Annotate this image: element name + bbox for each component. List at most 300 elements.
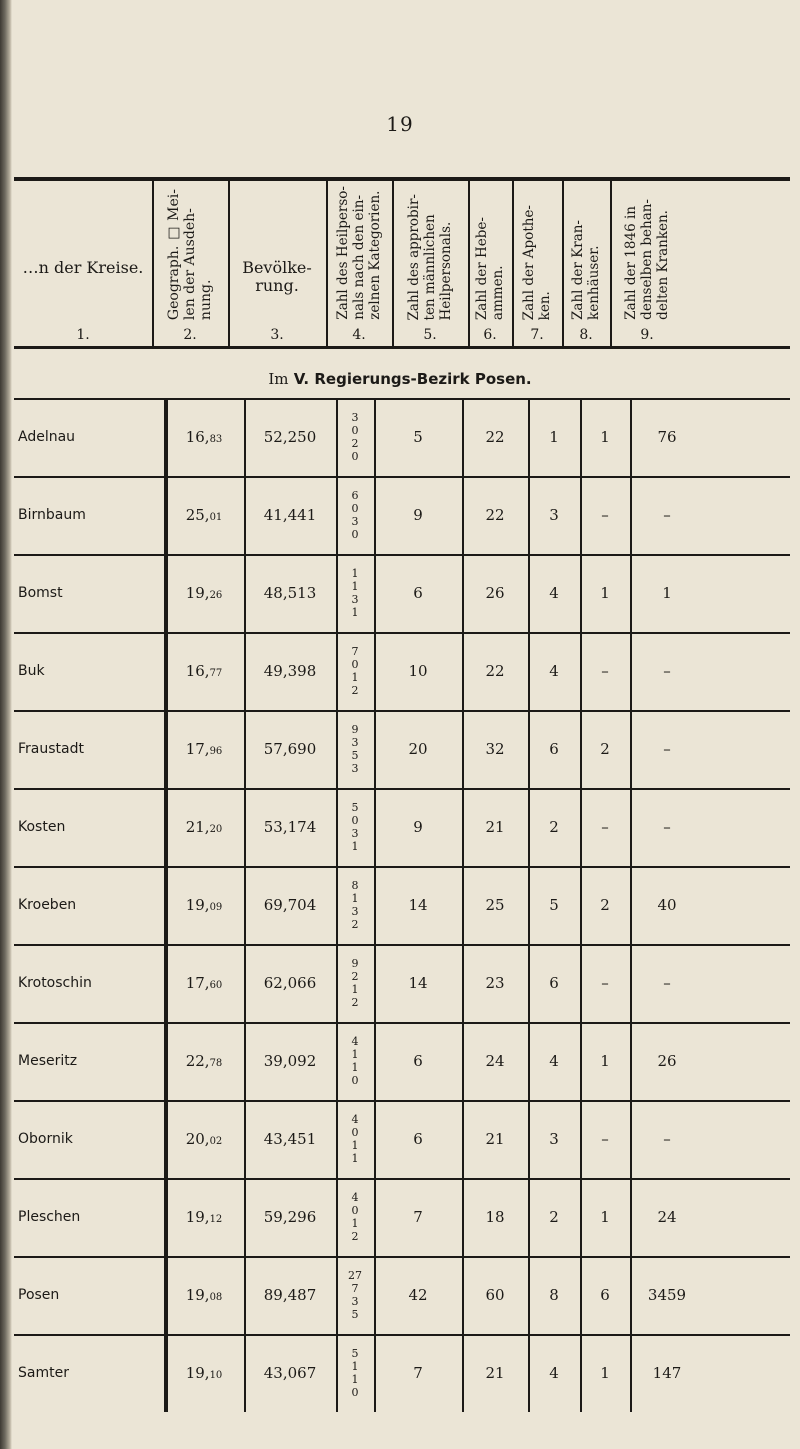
hospitals-value: 2 [600,740,610,758]
midwives-value: 23 [485,974,505,992]
header-number-2: 2. [183,327,197,343]
table-row [14,1334,790,1412]
header-number-5: 5. [423,327,437,343]
patients-value: – [663,506,671,524]
hospitals-value: 1 [600,584,610,602]
midwives-value: 21 [485,1130,505,1148]
kreis-name: Kosten [18,819,66,835]
male-staff-cell [374,476,462,554]
patients-cell [630,476,704,554]
category-cell [336,788,374,866]
category-value: 0 [351,1074,359,1087]
category-value: 1 [351,892,359,905]
category-value: 0 [351,1386,359,1399]
area-decimal: 08 [209,1292,223,1303]
hospitals-value: 6 [600,1286,610,1304]
area-cell [164,1022,244,1100]
kreis-name: Birnbaum [18,507,86,523]
pharmacies-cell [528,632,580,710]
category-value: 0 [351,424,359,437]
area-integer: 19, [185,1208,210,1226]
hospitals-cell [580,1178,630,1256]
pharmacies-cell [528,866,580,944]
category-value: 3 [351,736,359,749]
patients-value: 1 [662,584,672,602]
population-value: 59,296 [263,1208,317,1226]
pharmacies-cell [528,1334,580,1412]
hospitals-value: 1 [600,1208,610,1226]
midwives-value: 22 [485,662,505,680]
category-value: 1 [351,580,359,593]
male-staff-cell [374,1256,462,1334]
pharmacies-cell [528,1022,580,1100]
category-value: 2 [351,996,359,1009]
pharmacies-value: 3 [549,506,559,524]
header-separator [512,181,514,346]
category-value: 3 [351,1295,359,1308]
midwives-value: 24 [485,1052,505,1070]
header-cell-8 [562,181,610,346]
category-value: 3 [351,515,359,528]
area-value [186,662,223,680]
table-row [14,476,790,554]
patients-value: 147 [652,1364,682,1382]
category-stack [348,1269,362,1321]
category-value: 2 [351,684,359,697]
patients-cell [630,1100,704,1178]
header-number-1: 1. [76,327,90,343]
area-integer: 20, [185,1130,210,1148]
category-cell [336,1334,374,1412]
male-staff-cell [374,398,462,476]
category-value: 5 [351,1308,359,1321]
area-value [186,1130,223,1148]
kreis-name: Fraustadt [18,741,84,757]
hospitals-value: 1 [600,428,610,446]
kreis-name: Pleschen [18,1209,81,1225]
header-separator [326,181,328,346]
category-value: 1 [351,1373,359,1386]
hospitals-cell [580,632,630,710]
category-stack [352,645,359,697]
category-cell [336,944,374,1022]
male-staff-value: 42 [408,1286,428,1304]
pharmacies-value: 3 [549,1130,559,1148]
header-number-7: 7. [530,327,544,343]
area-decimal: 77 [209,668,223,679]
patients-cell [630,788,704,866]
section-prefix: Im [268,370,289,388]
category-value: 0 [351,658,359,671]
table-row [14,398,790,476]
pharmacies-value: 1 [549,428,559,446]
area-value [186,1052,223,1070]
area-integer: 25, [185,506,210,524]
area-integer: 16, [185,428,210,446]
header-label-5 [406,194,454,320]
hospitals-cell [580,1022,630,1100]
area-decimal: 60 [209,980,223,991]
patients-cell [630,632,704,710]
header-label-2 [166,189,214,320]
section-title [0,370,800,388]
area-cell [164,1256,244,1334]
category-value: 3 [351,411,359,424]
midwives-cell [462,866,528,944]
category-cell [336,866,374,944]
midwives-cell [462,1334,528,1412]
hospitals-value: – [601,662,609,680]
pharmacies-value: 6 [549,740,559,758]
pharmacies-value: 2 [549,818,559,836]
section-name: Regierungs-Bezirk Posen. [314,370,532,388]
section-roman: V. [293,370,310,388]
area-value [186,818,223,836]
area-decimal: 10 [209,1370,223,1381]
population-value: 43,451 [263,1130,317,1148]
area-decimal: 78 [209,1058,223,1069]
area-integer: 16, [185,662,210,680]
pharmacies-value: 8 [549,1286,559,1304]
midwives-value: 22 [485,506,505,524]
population-value: 49,398 [263,662,317,680]
population-cell [244,1334,336,1412]
area-integer: 19, [185,1364,210,1382]
area-cell [164,398,244,476]
population-cell [244,1178,336,1256]
table-row [14,1256,790,1334]
table-row [14,944,790,1022]
area-value [186,584,223,602]
category-value: 2 [351,437,359,450]
male-staff-value: 14 [408,896,428,914]
population-cell [244,866,336,944]
header-number-8: 8. [579,327,593,343]
midwives-cell [462,944,528,1022]
population-cell [244,554,336,632]
category-value: 3 [351,905,359,918]
kreis-name: Bomst [18,585,63,601]
pharmacies-value: 5 [549,896,559,914]
population-value: 41,441 [263,506,317,524]
category-value: 2 [351,918,359,931]
category-cell [336,1022,374,1100]
male-staff-cell [374,710,462,788]
area-decimal: 01 [209,512,223,523]
header-label-text-8: Zahl der Kran- kenhäuser. [570,220,602,320]
patients-cell [630,1256,704,1334]
area-cell [164,476,244,554]
header-label-text-4: Zahl des Heilperso- nals nach den ein- zelnen Kategorien. [335,186,383,320]
header-label-text-2: Geograph. □ Mei- len der Ausdeh- nung. [166,188,214,320]
male-staff-cell [374,788,462,866]
header-separator [562,181,564,346]
category-value: 9 [351,723,359,736]
pharmacies-value: 4 [549,584,559,602]
hospitals-value: – [601,506,609,524]
male-staff-cell [374,866,462,944]
area-integer: 19, [185,896,210,914]
category-value: 1 [351,1061,359,1074]
patients-cell [630,1178,704,1256]
population-cell [244,1022,336,1100]
midwives-value: 18 [485,1208,505,1226]
table-row [14,554,790,632]
category-value: 0 [351,1204,359,1217]
area-integer: 17, [185,974,210,992]
category-cell [336,710,374,788]
patients-value: 24 [657,1208,677,1226]
male-staff-value: 20 [408,740,428,758]
area-cell [164,1100,244,1178]
area-cell [164,710,244,788]
header-cell-7 [512,181,562,346]
header-separator [468,181,470,346]
male-staff-cell [374,1178,462,1256]
header-label-3: Bevölke- rung. [242,258,312,295]
hospitals-cell [580,866,630,944]
category-value: 1 [351,1217,359,1230]
header-bottom-rule [14,346,790,349]
table-row [14,632,790,710]
header-separator [392,181,394,346]
category-value: 1 [351,671,359,684]
male-staff-cell [374,554,462,632]
area-decimal: 09 [209,902,223,913]
pharmacies-value: 6 [549,974,559,992]
book-spine-shadow [0,0,12,1449]
category-cell [336,1256,374,1334]
population-cell [244,398,336,476]
category-value: 1 [351,567,359,580]
pharmacies-cell [528,1178,580,1256]
category-value: 4 [351,1035,359,1048]
category-value: 0 [351,814,359,827]
category-cell [336,554,374,632]
population-cell [244,1256,336,1334]
population-value: 43,067 [263,1364,317,1382]
category-cell [336,1178,374,1256]
header-label-text-6: Zahl der Hebe- ammen. [474,216,506,320]
midwives-value: 21 [485,1364,505,1382]
category-cell [336,632,374,710]
kreis-name: Buk [18,663,45,679]
area-value [186,506,223,524]
area-cell [164,1178,244,1256]
header-separator [610,181,612,346]
category-value: 4 [351,1113,359,1126]
population-cell [244,476,336,554]
category-value: 3 [351,762,359,775]
category-value: 5 [351,1347,359,1360]
category-value: 6 [351,489,359,502]
header-cell-9 [610,181,684,346]
kreis-name: Kroeben [18,897,77,913]
patients-value: 40 [657,896,677,914]
midwives-cell [462,1100,528,1178]
pharmacies-cell [528,788,580,866]
header-label-4 [335,186,383,320]
pharmacies-cell [528,1100,580,1178]
population-value: 69,704 [263,896,317,914]
kreis-name: Obornik [18,1131,73,1147]
patients-value: – [663,662,671,680]
population-value: 48,513 [263,584,317,602]
category-value: 0 [351,502,359,515]
area-cell [164,944,244,1022]
header-cell-5 [392,181,468,346]
pharmacies-cell [528,1256,580,1334]
hospitals-cell [580,788,630,866]
area-integer: 17, [185,740,210,758]
male-staff-value: 7 [413,1364,423,1382]
header-separator [228,181,230,346]
male-staff-value: 6 [413,1052,423,1070]
hospitals-cell [580,944,630,1022]
male-staff-value: 7 [413,1208,423,1226]
male-staff-cell [374,944,462,1022]
header-cell-3 [228,181,326,346]
population-cell [244,1100,336,1178]
area-value [186,1208,223,1226]
category-value: 2 [351,970,359,983]
patients-value: 3459 [647,1286,687,1304]
midwives-value: 26 [485,584,505,602]
pharmacies-cell [528,476,580,554]
header-label-text-9: Zahl der 1846 in denselben behan- delten Kranken. [623,199,671,320]
hospitals-cell [580,1256,630,1334]
area-value [186,1364,223,1382]
patients-cell [630,1022,704,1100]
midwives-value: 22 [485,428,505,446]
table-row [14,788,790,866]
category-value: 1 [351,606,359,619]
table-row [14,710,790,788]
kreis-name: Adelnau [18,429,76,445]
midwives-cell [462,788,528,866]
hospitals-cell [580,710,630,788]
category-value: 8 [351,879,359,892]
hospitals-value: – [601,818,609,836]
category-value: 1 [351,1048,359,1061]
midwives-value: 60 [485,1286,505,1304]
area-integer: 19, [185,1286,210,1304]
area-cell [164,1334,244,1412]
area-value [186,740,223,758]
midwives-cell [462,1022,528,1100]
area-integer: 21, [185,818,210,836]
table-row [14,1022,790,1100]
male-staff-value: 14 [408,974,428,992]
male-staff-cell [374,1100,462,1178]
male-staff-value: 6 [413,1130,423,1148]
area-value [186,1286,223,1304]
table-row [14,1100,790,1178]
midwives-cell [462,476,528,554]
kreis-name: Posen [18,1287,60,1303]
category-cell [336,476,374,554]
population-value: 52,250 [263,428,317,446]
area-integer: 22, [185,1052,210,1070]
male-staff-value: 5 [413,428,423,446]
category-stack [352,1035,359,1087]
category-value: 1 [351,840,359,853]
midwives-cell [462,1256,528,1334]
header-cell-2 [152,181,228,346]
male-staff-cell [374,1022,462,1100]
patients-value: 76 [657,428,677,446]
pharmacies-cell [528,398,580,476]
header-label-1: …n der Kreise. [22,258,144,277]
header-cell-4 [326,181,392,346]
pharmacies-cell [528,710,580,788]
population-value: 57,690 [263,740,317,758]
area-value [186,974,223,992]
category-value: 7 [351,1282,359,1295]
category-value: 9 [351,957,359,970]
category-value: 7 [351,645,359,658]
header-number-3: 3. [270,327,284,343]
header-cell-6 [468,181,512,346]
category-value: 2 [351,1230,359,1243]
hospitals-value: 1 [600,1364,610,1382]
header-number-9: 9. [640,327,654,343]
category-value: 0 [351,528,359,541]
category-value: 27 [348,1269,362,1282]
area-cell [164,788,244,866]
population-cell [244,632,336,710]
area-decimal: 02 [209,1136,223,1147]
area-decimal: 83 [209,434,223,445]
pharmacies-value: 4 [549,1052,559,1070]
area-integer: 19, [185,584,210,602]
area-decimal: 20 [209,824,223,835]
category-stack [352,879,359,931]
category-value: 4 [351,1191,359,1204]
category-value: 5 [351,801,359,814]
category-stack [352,1113,359,1165]
pharmacies-cell [528,944,580,1022]
pharmacies-cell [528,554,580,632]
category-value: 0 [351,450,359,463]
patients-value: 26 [657,1052,677,1070]
pharmacies-value: 4 [549,1364,559,1382]
patients-cell [630,554,704,632]
hospitals-value: – [601,1130,609,1148]
male-staff-value: 9 [413,818,423,836]
header-label-8 [570,220,602,320]
hospitals-cell [580,1100,630,1178]
page-number: 19 [386,112,414,136]
male-staff-value: 6 [413,584,423,602]
pharmacies-value: 4 [549,662,559,680]
patients-value: – [663,974,671,992]
category-value: 3 [351,827,359,840]
hospitals-cell [580,476,630,554]
category-stack [352,411,359,463]
pharmacies-value: 2 [549,1208,559,1226]
area-decimal: 12 [209,1214,223,1225]
category-stack [352,489,359,541]
kreis-name: Meseritz [18,1053,78,1069]
patients-value: – [663,1130,671,1148]
category-value: 0 [351,1126,359,1139]
header-cell-1 [14,181,152,346]
hospitals-cell [580,554,630,632]
patients-value: – [663,818,671,836]
category-stack [352,957,359,1009]
header-label-text-7: Zahl der Apothe- ken. [521,204,553,320]
